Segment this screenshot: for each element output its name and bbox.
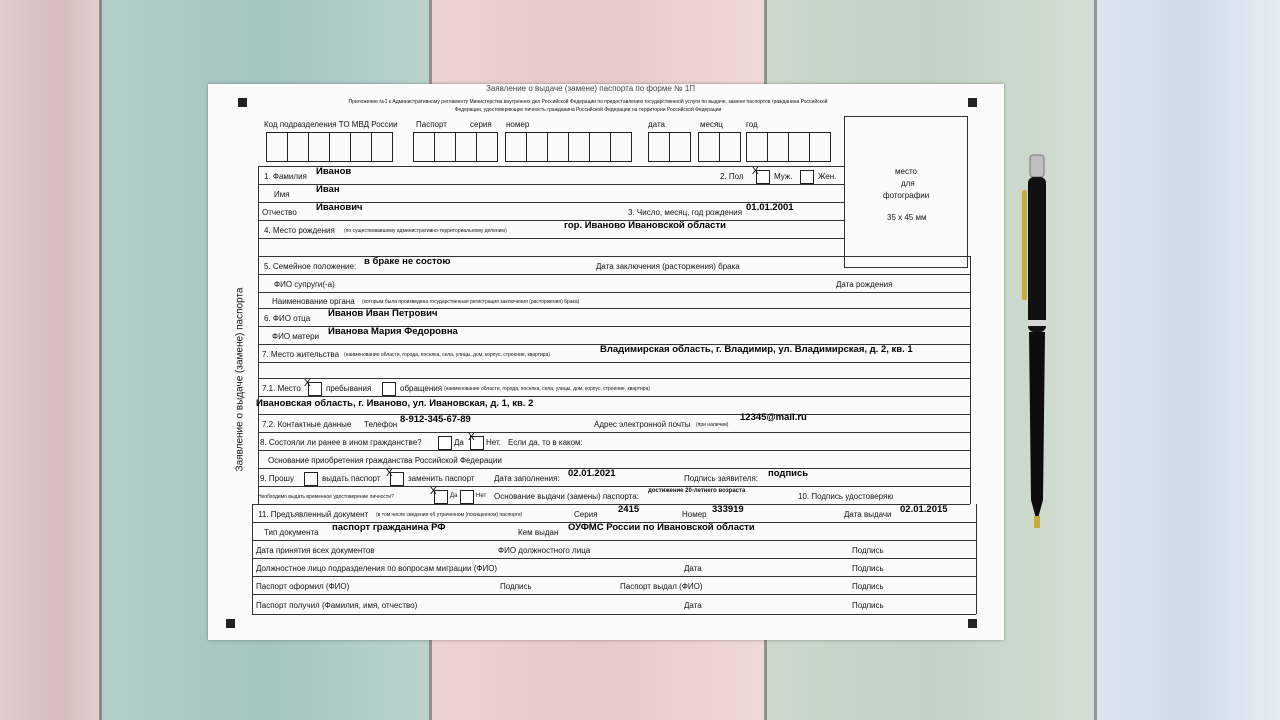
row-line [258, 184, 844, 185]
row-line [258, 396, 970, 397]
marital-label: 5. Семейное положение: [264, 262, 357, 271]
row-line [258, 292, 970, 293]
passport-given-by-label: Паспорт выдал (ФИО) [620, 582, 703, 591]
series-value[interactable]: 2415 [618, 504, 640, 515]
place71-label: 7.1. Место [262, 384, 301, 393]
address-kind-checkbox[interactable] [382, 382, 396, 396]
issue-checkbox[interactable] [304, 472, 318, 486]
wood-plank [1095, 0, 1280, 720]
residence-note: (наименование области, города, поселка, села, улицы, дом, корпус, строение, квартира) [344, 352, 551, 358]
temp-id-check-mark: X [430, 486, 437, 497]
photo-placeholder [844, 116, 968, 268]
row-line [252, 576, 976, 577]
month-label: месяц [700, 120, 723, 129]
citizenship-basis-label: Основание приобретения гражданства Российской Федерации [268, 456, 502, 465]
photo-text: место [895, 167, 917, 176]
place71-note: (наименование области, города, поселка, села, улицы, дом, корпус, строение, квартира) [444, 386, 651, 392]
father-label: 6. ФИО отца [264, 314, 311, 323]
number-row-label: Номер [682, 510, 707, 519]
doc-type-label: Тип документа [264, 528, 319, 537]
code-cells[interactable] [266, 132, 393, 162]
ballpoint-pen[interactable] [1010, 150, 1070, 535]
passport-application-form [208, 84, 1004, 640]
row-line [258, 378, 970, 379]
officer-name-label: ФИО должностного лица [498, 546, 591, 555]
issued-by-value[interactable]: ОУФМС России по Ивановской области [568, 522, 755, 533]
plank-seam [1094, 0, 1097, 720]
document-label: 11. Предъявленный документ [258, 510, 369, 519]
birthdate-label: 3. Число, месяц, год рождения [628, 208, 743, 217]
authority-label: Наименование органа [272, 297, 355, 306]
surname-value[interactable]: Иванов [316, 166, 352, 177]
signature-label: Подпись [852, 546, 884, 555]
temp-id-label: Необходимо выдать временное удостоверение личности? [258, 494, 394, 500]
sex-label: 2. Пол [720, 172, 744, 181]
left-border [252, 504, 253, 614]
temp-id-no-label: Нет [476, 493, 487, 499]
wood-plank [0, 0, 100, 720]
phone-label: Телефон [364, 420, 398, 429]
migration-date-label: Дата [684, 564, 702, 573]
marriage-date-label: Дата заключения (расторжения) брака [596, 262, 740, 271]
male-check-mark: X [752, 166, 759, 177]
male-label: Муж. [774, 172, 793, 181]
corner-marker [968, 619, 977, 628]
corner-marker [226, 619, 235, 628]
name-value[interactable]: Иван [316, 184, 340, 195]
series-label: серия [470, 120, 492, 129]
stay-address-value[interactable]: Ивановская область, г. Иваново, ул. Ивановская, д. 1, кв. 2 [256, 398, 534, 409]
passport-received-label: Паспорт получил (Фамилия, имя, отчество) [256, 601, 418, 610]
residence-label: 7. Место жительства [262, 350, 340, 359]
birthplace-value[interactable]: гор. Иваново Ивановской области [564, 220, 726, 231]
stay-label: пребывания [326, 384, 372, 393]
row-line [252, 540, 976, 541]
birthplace-label: 4. Место рождения [264, 226, 335, 235]
passport-label: Паспорт [416, 120, 447, 129]
marital-value[interactable]: в браке не состою [364, 256, 451, 267]
mother-label: ФИО матери [272, 332, 319, 341]
applicant-sign-label: Подпись заявителя: [684, 474, 759, 483]
migration-officer-label: Должностное лицо подразделения по вопросам миграции (ФИО) [256, 564, 498, 573]
header-note: Приложение №1 к Административному регламенту Министерства внутренних дел Российской Федерации по предоставлению государственной услуги по выдаче, замене паспортов гражданина Российской Федерации, удостоверяющих личность гражданина Российской Федерации на территории Российской Федерации [348, 99, 828, 113]
citizenship-no-label: Нет. [486, 438, 501, 447]
vertical-title: Заявление о выдаче (замене) паспорта [234, 287, 246, 472]
email-note: (при наличии) [696, 422, 729, 428]
row-line [258, 220, 844, 221]
citizenship-no-check-mark: X [468, 432, 475, 443]
right-border [976, 504, 977, 614]
form-title: Заявление о выдаче (замене) паспорта по форме № 1П [486, 84, 696, 93]
issued-by-label: Кем выдан [518, 528, 559, 537]
photo-text: фотографии [883, 191, 930, 200]
received-date-label: Дата [684, 601, 702, 610]
photo-text: для [901, 179, 915, 188]
row-line [258, 486, 970, 487]
row-line [258, 238, 844, 239]
surname-label: 1. Фамилия [264, 172, 307, 181]
citizenship-yes-label: Да [454, 438, 464, 447]
email-value[interactable]: 12345@mail.ru [740, 412, 807, 423]
series-cells[interactable] [413, 132, 498, 162]
plank-seam [99, 0, 102, 720]
citizenship-yes-checkbox[interactable] [438, 436, 452, 450]
doc-type-value[interactable]: паспорт гражданина РФ [332, 522, 446, 533]
birthdate-value[interactable]: 01.01.2001 [746, 202, 794, 213]
basis-value[interactable]: достижение 20-летнего возраста [648, 488, 746, 494]
spouse-birth-label: Дата рождения [836, 280, 893, 289]
birthplace-note: (по существовавшему административно-территориальному делению) [344, 228, 507, 234]
temp-id-no-checkbox[interactable] [460, 490, 474, 504]
month-cells[interactable] [698, 132, 741, 162]
row-line [258, 414, 970, 415]
code-label: Код подразделения ТО МВД России [264, 120, 398, 129]
series-row-label: Серия [574, 510, 598, 519]
row-line [258, 450, 970, 451]
sign-id-label: 10. Подпись удостоверяю [798, 492, 894, 501]
passport-made-label: Паспорт оформил (ФИО) [256, 582, 350, 591]
stay-check-mark: X [304, 378, 311, 389]
contacts-label: 7.2. Контактные данные [262, 420, 352, 429]
female-checkbox[interactable] [800, 170, 814, 184]
email-label: Адрес электронной почты [594, 420, 691, 429]
temp-id-yes-label: Да [450, 493, 458, 499]
basis-label: Основание выдачи (замены) паспорта: [494, 492, 639, 501]
corner-marker [968, 98, 977, 107]
year-cells[interactable] [746, 132, 831, 162]
left-border [258, 166, 259, 504]
issue-date-value[interactable]: 02.01.2015 [900, 504, 948, 515]
accepted-date-label: Дата принятия всех документов [256, 546, 375, 555]
row-line [252, 504, 970, 505]
row-line [258, 274, 970, 275]
row-line [258, 362, 970, 363]
date-label: дата [648, 120, 665, 129]
signature-label: Подпись [500, 582, 532, 591]
applicant-sign-value[interactable]: подпись [768, 468, 809, 479]
right-border [970, 256, 971, 504]
row-line [252, 594, 976, 595]
number-label: номер [506, 120, 530, 129]
phone-value[interactable]: 8-912-345-67-89 [400, 414, 471, 425]
spouse-label: ФИО супруги(-а) [274, 280, 335, 289]
issue-label: выдать паспорт [322, 474, 381, 483]
authority-note: (которым была произведена государственная регистрация заключения (расторжения) брака) [362, 299, 580, 305]
father-value[interactable]: Иванов Иван Петрович [328, 308, 438, 319]
mother-value[interactable]: Иванова Мария Федоровна [328, 326, 458, 337]
photo-size: 35 х 45 мм [887, 213, 927, 222]
issue-date-label: Дата выдачи [844, 510, 892, 519]
residence-value[interactable]: Владимирская область, г. Владимир, ул. Владимирская, д. 2, кв. 1 [600, 344, 913, 355]
replace-check-mark: X [386, 468, 393, 479]
number-cells[interactable] [505, 132, 632, 162]
signature-label: Подпись [852, 582, 884, 591]
document-note: (в том числе сведения об утраченном (похищенном) паспорте) [376, 512, 523, 518]
name-label: Имя [274, 190, 290, 199]
year-label: год [746, 120, 758, 129]
day-cells[interactable] [648, 132, 691, 162]
number-value[interactable]: 333919 [712, 504, 744, 515]
citizenship-label: 8. Состояли ли ранее в ином гражданстве? [260, 438, 422, 447]
patronymic-value[interactable]: Иванович [316, 202, 363, 213]
row-line [258, 432, 970, 433]
corner-marker [238, 98, 247, 107]
fill-date-label: Дата заполнения: [494, 474, 560, 483]
signature-label: Подпись [852, 601, 884, 610]
row-line [252, 558, 976, 559]
if-yes-label: Если да, то в каком: [508, 438, 583, 447]
request-label: 9. Прошу [260, 474, 294, 483]
address-kind-label: обращения [400, 384, 443, 393]
female-label: Жен. [818, 172, 837, 181]
patronymic-label: Отчество [262, 208, 297, 217]
signature-label: Подпись [852, 564, 884, 573]
replace-label: заменить паспорт [408, 474, 475, 483]
fill-date-value[interactable]: 02.01.2021 [568, 468, 616, 479]
row-line [252, 614, 976, 615]
